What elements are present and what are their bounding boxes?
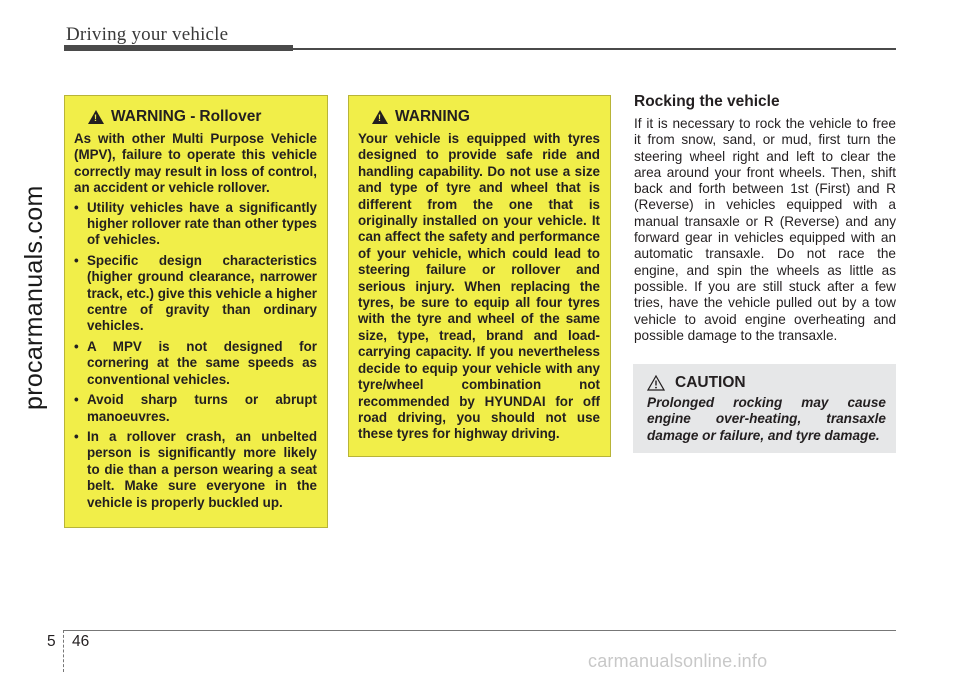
list-item: • Utility vehicles have a significantly higher rollover rate than other types of vehicles.: [74, 200, 317, 249]
list-item: • Avoid sharp turns or abrupt manoeuvres.: [74, 392, 317, 425]
caution-triangle-icon: [647, 375, 665, 391]
bottom-watermark[interactable]: carmanualsonline.info: [588, 651, 768, 671]
page-number: 46: [72, 633, 90, 650]
side-watermark-wrap: [20, 185, 48, 439]
warning-rollover-box: [64, 95, 328, 528]
warning-tyres-title: WARNING: [395, 108, 470, 125]
warning-triangle-icon: [372, 110, 388, 124]
warning-rollover-header: [74, 108, 317, 126]
section-title: Driving your vehicle: [66, 24, 229, 45]
rocking-body: If it is necessary to rock the vehicle to free it from snow, sand, or mud, first turn the steering wheel right and left to clear the area around your front wheels. Then, shift back and forth between 1st (First) and R (Reverse) in vehicles equipped with a manual transaxle or R (Reverse) and any forward gear in vehicles equipped with an automatic transaxle. Do not race the engine, and spin the wheels as little as possible. If you are still stuck after a few tries, have the vehicle pulled out by a tow vehicle to avoid engine overheating and possible damage to the transaxle.: [634, 116, 896, 343]
footer-rule: [63, 630, 896, 631]
warning-tyres-box: [348, 95, 611, 457]
list-item: • A MPV is not designed for cornering at the same speeds as conventional vehicles.: [74, 339, 317, 388]
warning-rollover-intro: As with other Multi Purpose Vehicle (MPV), failure to operate this vehicle correctly may result in loss of control, an accident or vehicle rollover.: [74, 131, 317, 196]
warning-tyres-header: [358, 108, 600, 126]
caution-box: [633, 364, 896, 453]
warning-rollover-subtitle: Rollover: [199, 108, 262, 125]
header-rule-thin: [293, 48, 896, 50]
chapter-number: 5: [47, 633, 56, 650]
footer-divider: [63, 630, 64, 672]
warning-tyres-body: Your vehicle is equipped with tyres designed to provide safe ride and handling capability. Do not use a size and type of tyre and wheel that is different from the one that is originally installed on your vehicle. It can affect the safety and performance of your vehicle, which could lead to steering failure or rollover and serious injury. When replacing the tyres, be sure to equip all four tyres with the tyre and wheel of the same size, type, tread, brand and load-carrying capacity. If you nevertheless decide to equip your vehicle with any tyre/wheel combination not recommended by HYUNDAI for off road driving, you should not use these tyres for highway driving.: [358, 131, 600, 442]
header-rule-thick: [64, 45, 293, 51]
warning-rollover-title: WARNING -: [111, 108, 196, 125]
caution-title: CAUTION: [675, 374, 746, 391]
caution-body: Prolonged rocking may cause engine over-heating, transaxle damage or failure, and tyre damage.: [647, 395, 886, 443]
caution-header: [647, 374, 886, 392]
side-watermark[interactable]: procarmanuals.com: [20, 185, 48, 410]
warning-triangle-icon: [88, 110, 104, 124]
rocking-title: Rocking the vehicle: [634, 93, 780, 110]
warning-rollover-list: [74, 200, 317, 511]
list-item: • Specific design characteristics (higher ground clearance, narrower track, etc.) give this vehicle a higher centre of gravity than ordinary vehicles.: [74, 253, 317, 335]
list-item: • In a rollover crash, an unbelted person is significantly more likely to die than a person wearing a seat belt. Make sure everyone in the vehicle is properly buckled up.: [74, 429, 317, 511]
